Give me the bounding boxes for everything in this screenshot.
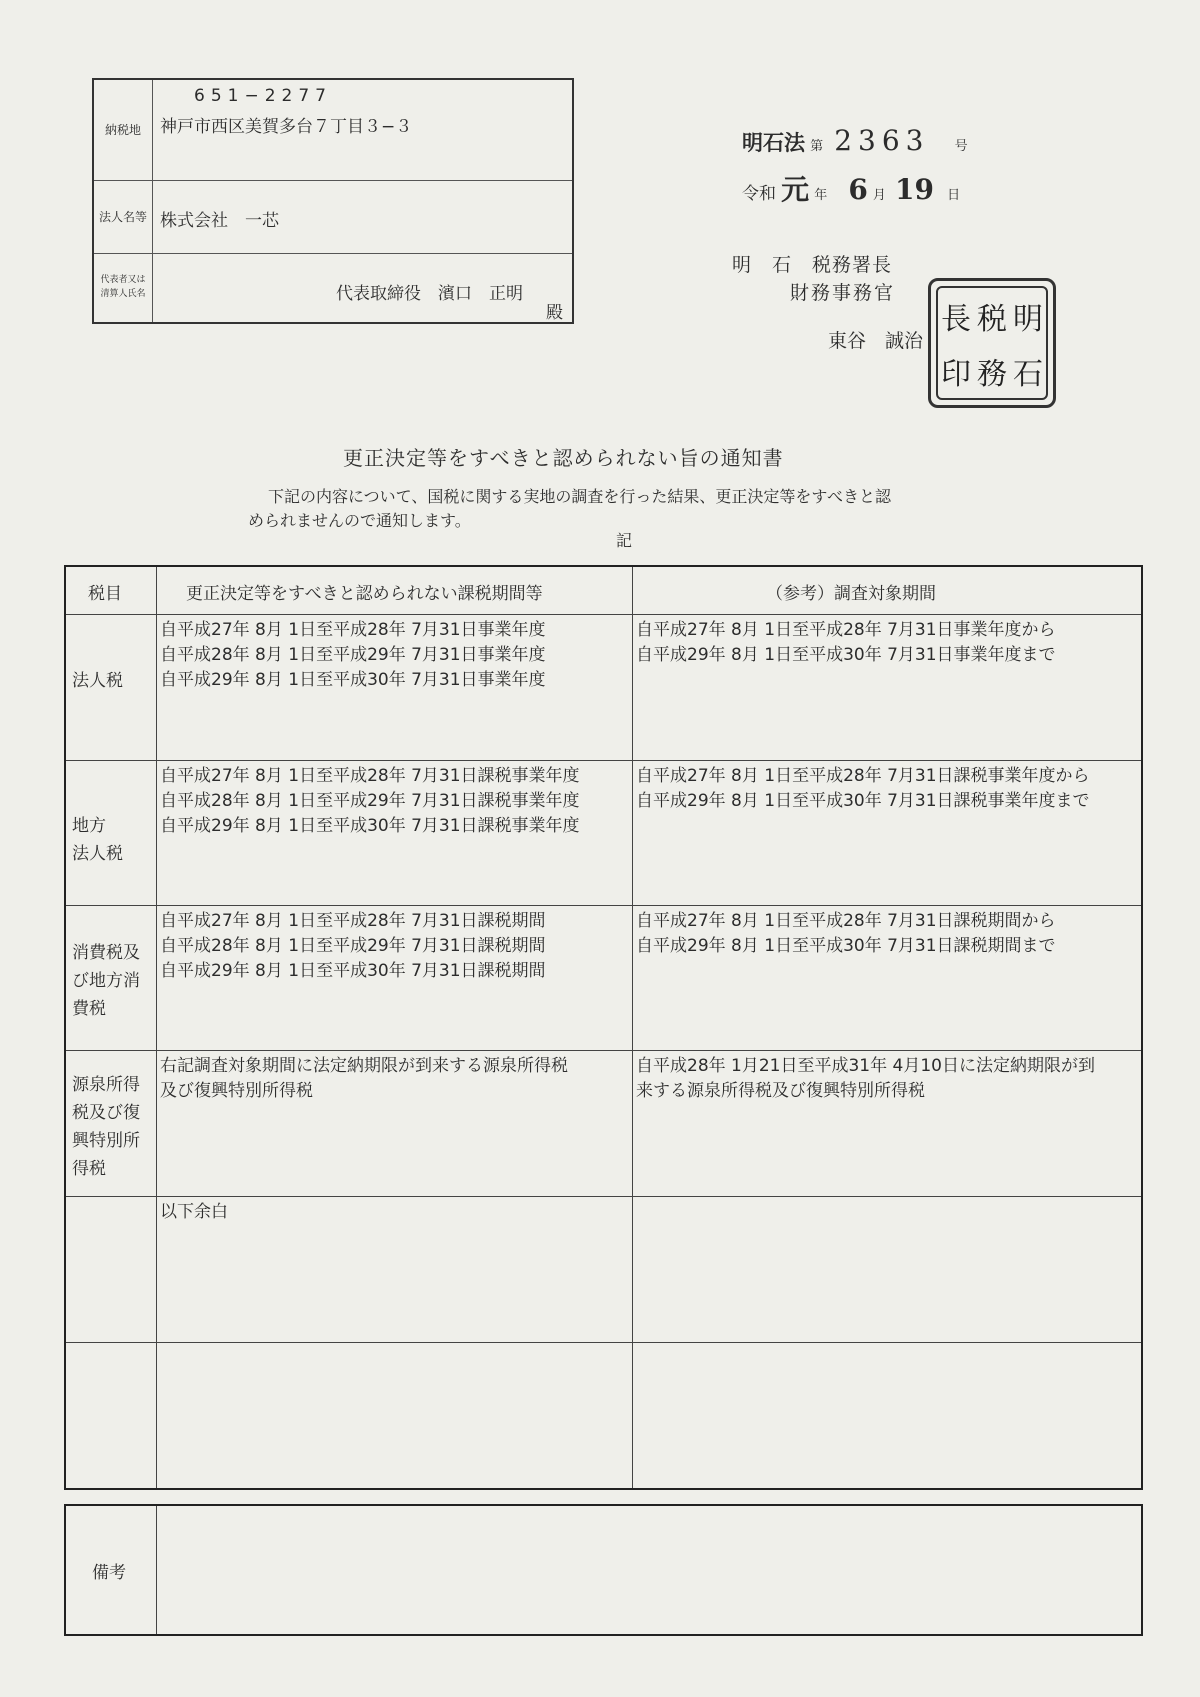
official-seal-icon — [928, 278, 1056, 408]
issuer-office: 明 石 税務署長 — [732, 254, 893, 276]
date-month: 6 — [848, 173, 868, 206]
row-periods: 右記調査対象期間に法定納期限が到来する源泉所得税 及び復興特別所得税 — [160, 1056, 568, 1101]
rep-label-line2: 清算人氏名 — [100, 288, 146, 299]
row-reference: 自平成27年 8月 1日至平成28年 7月31日事業年度から 自平成29年 8月 1日至平成30年 7月31日事業年度まで — [636, 620, 1056, 665]
col-divider — [156, 567, 157, 1488]
address: 神戸市西区美賀多台７丁目３−３ — [160, 117, 413, 137]
seal-char: 印 — [941, 356, 971, 392]
honorific: 殿 — [546, 303, 563, 323]
row-reference: 自平成28年 1月21日至平成31年 4月10日に法定納期限が到 来する源泉所得税及び復興特別所得税 — [636, 1056, 1095, 1101]
row-tax-item: 地方 法人税 — [72, 816, 123, 864]
row-periods: 以下余白 — [160, 1202, 228, 1222]
remarks-box — [64, 1504, 1143, 1636]
row-reference: 自平成27年 8月 1日至平成28年 7月31日課税期間から 自平成29年 8月 1日至平成30年 7月31日課税期間まで — [636, 911, 1056, 956]
main-table — [64, 565, 1143, 1490]
seal-char: 税 — [977, 301, 1007, 337]
issuer-name: 東谷 誠治 — [828, 330, 924, 352]
ki-mark: 記 — [616, 531, 633, 550]
intro-line-1: 下記の内容について、国税に関する実地の調査を行った結果、更正決定等をすべきと認 — [268, 487, 892, 506]
address-row — [94, 80, 572, 181]
col-divider — [632, 567, 633, 1488]
intro-line-2: められませんので通知します。 — [248, 511, 471, 530]
row-divider — [66, 614, 1141, 615]
seal-char: 務 — [977, 356, 1007, 392]
remarks-label: 備考 — [92, 1563, 126, 1583]
row-divider — [66, 760, 1141, 761]
date-day: 19 — [895, 173, 934, 206]
row-periods: 自平成27年 8月 1日至平成28年 7月31日課税事業年度 自平成28年 8月 1日至平成29年 7月31日課税事業年度 自平成29年 8月 1日至平成30年 7月31日課税事業年度 — [160, 766, 580, 836]
row-tax-item: 源泉所得 税及び復 興特別所 得税 — [72, 1075, 140, 1179]
address-label: 納税地 — [94, 80, 153, 180]
rep-label-line1: 代表者又は — [100, 275, 146, 285]
postal-code: 651−2277 — [194, 86, 332, 106]
row-divider — [66, 1196, 1141, 1197]
name-row — [94, 180, 572, 254]
seal-char: 明 — [1013, 301, 1043, 337]
doc-number-value: 2363 — [834, 124, 930, 157]
doc-number-dai: 第 — [810, 139, 824, 154]
row-reference: 自平成27年 8月 1日至平成28年 7月31日課税事業年度から 自平成29年 8月 1日至平成30年 7月31日課税事業年度まで — [636, 766, 1090, 811]
document-number — [742, 124, 968, 157]
row-tax-item: 法人税 — [72, 671, 123, 691]
document-date — [742, 168, 960, 208]
row-divider — [66, 905, 1141, 906]
seal-char: 石 — [1013, 356, 1043, 392]
date-day-unit: 日 — [947, 188, 961, 203]
row-divider — [66, 1050, 1141, 1051]
representative-label — [94, 253, 153, 322]
doc-number-go: 号 — [954, 139, 968, 154]
date-era: 令和 — [742, 184, 776, 204]
row-divider — [66, 1342, 1141, 1343]
document-title: 更正決定等をすべきと認められない旨の通知書 — [343, 446, 784, 470]
header-reference: （参考）調査対象期間 — [766, 584, 936, 604]
corporate-name: 株式会社 一芯 — [160, 211, 279, 231]
row-periods: 自平成27年 8月 1日至平成28年 7月31日課税期間 自平成28年 8月 1日至平成29年 7月31日課税期間 自平成29年 8月 1日至平成30年 7月31日課税期間 — [160, 911, 546, 981]
header-tax-item: 税目 — [88, 584, 122, 604]
seal-char: 長 — [941, 301, 971, 337]
taxpayer-box — [92, 78, 574, 324]
date-month-unit: 月 — [872, 188, 886, 203]
name-label: 法人名等 — [94, 180, 153, 253]
doc-number-prefix: 明石法 — [742, 131, 805, 155]
date-year: 元 — [781, 173, 810, 206]
header-periods: 更正決定等をすべきと認められない課税期間等 — [186, 584, 543, 604]
row-tax-item: 消費税及 び地方消 費税 — [72, 943, 140, 1019]
representative-row — [94, 253, 572, 322]
issuer-title: 財務事務官 — [790, 282, 896, 304]
representative-name: 代表取締役 濱口 正明 — [336, 284, 523, 304]
row-periods: 自平成27年 8月 1日至平成28年 7月31日事業年度 自平成28年 8月 1日至平成29年 7月31日事業年度 自平成29年 8月 1日至平成30年 7月31日事業年度 — [160, 620, 546, 690]
remarks-divider — [156, 1506, 157, 1634]
date-year-unit: 年 — [814, 188, 828, 203]
